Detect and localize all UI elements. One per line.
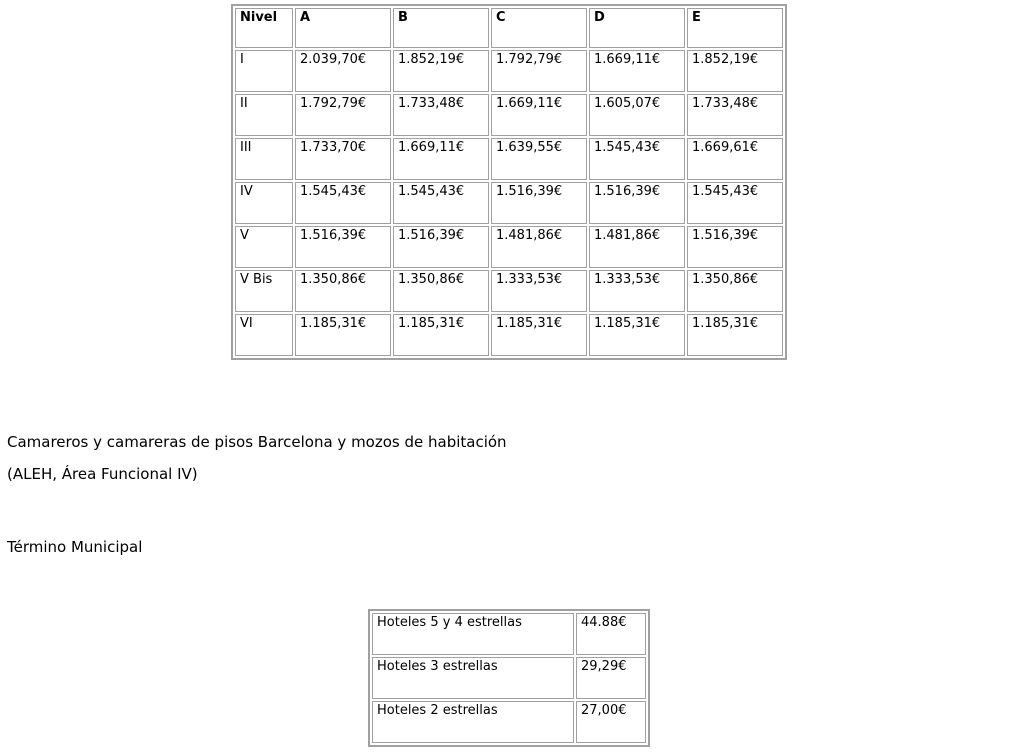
salary-cell: 1.333,53€ <box>491 270 587 312</box>
salary-cell: 1.733,48€ <box>393 94 489 136</box>
section-title <box>7 426 1011 490</box>
salary-cell: 1.545,43€ <box>393 182 489 224</box>
hotel-row-3-stars <box>372 657 646 699</box>
level-cell: V Bis <box>235 270 293 312</box>
salary-cell: 1.185,31€ <box>295 314 391 356</box>
hotel-row-5-4-stars <box>372 613 646 655</box>
salary-cell: 1.852,19€ <box>393 50 489 92</box>
salary-cell: 1.669,11€ <box>589 50 685 92</box>
hotel-rate-cell: 29,29€ <box>576 657 646 699</box>
salary-cell: 1.852,19€ <box>687 50 783 92</box>
header-col-b: B <box>393 8 489 48</box>
header-col-e: E <box>687 8 783 48</box>
header-nivel: Nivel <box>235 8 293 48</box>
salary-cell: 1.333,53€ <box>589 270 685 312</box>
salary-cell: 1.669,11€ <box>393 138 489 180</box>
hotel-rate-cell: 27,00€ <box>576 701 646 743</box>
hotel-category-cell: Hoteles 3 estrellas <box>372 657 574 699</box>
salary-cell: 1.516,39€ <box>393 226 489 268</box>
level-cell: VI <box>235 314 293 356</box>
salary-row-II <box>235 94 783 136</box>
salary-row-VBis <box>235 270 783 312</box>
salary-cell: 1.481,86€ <box>491 226 587 268</box>
header-col-a: A <box>295 8 391 48</box>
section-title-line2: (ALEH, Área Funcional IV) <box>7 465 198 483</box>
hotel-table-wrap <box>7 609 1011 747</box>
salary-cell: 1.669,61€ <box>687 138 783 180</box>
salary-row-IV <box>235 182 783 224</box>
salary-cell: 1.545,43€ <box>295 182 391 224</box>
salary-cell: 1.185,31€ <box>491 314 587 356</box>
salary-cell: 2.039,70€ <box>295 50 391 92</box>
salary-levels-table <box>231 4 787 360</box>
salary-cell: 1.669,11€ <box>491 94 587 136</box>
section-subtitle: Término Municipal <box>7 538 143 556</box>
salary-cell: 1.350,86€ <box>393 270 489 312</box>
hotel-rates-table <box>368 609 650 747</box>
salary-row-I <box>235 50 783 92</box>
salary-cell: 1.516,39€ <box>491 182 587 224</box>
salary-cell: 1.516,39€ <box>589 182 685 224</box>
header-col-c: C <box>491 8 587 48</box>
salary-cell: 1.733,70€ <box>295 138 391 180</box>
salary-cell: 1.185,31€ <box>393 314 489 356</box>
salary-row-V <box>235 226 783 268</box>
level-cell: I <box>235 50 293 92</box>
section-title-line1: Camareros y camareras de pisos Barcelona y mozos de habitación <box>7 433 507 451</box>
salary-cell: 1.792,79€ <box>491 50 587 92</box>
hotel-category-cell: Hoteles 5 y 4 estrellas <box>372 613 574 655</box>
hotel-category-cell: Hoteles 2 estrellas <box>372 701 574 743</box>
salary-cell: 1.350,86€ <box>295 270 391 312</box>
salary-header-row <box>235 8 783 48</box>
salary-cell: 1.481,86€ <box>589 226 685 268</box>
salary-cell: 1.350,86€ <box>687 270 783 312</box>
hotel-rate-cell: 44.88€ <box>576 613 646 655</box>
salary-cell: 1.545,43€ <box>687 182 783 224</box>
salary-cell: 1.516,39€ <box>295 226 391 268</box>
level-cell: V <box>235 226 293 268</box>
level-cell: III <box>235 138 293 180</box>
salary-cell: 1.185,31€ <box>589 314 685 356</box>
salary-cell: 1.639,55€ <box>491 138 587 180</box>
salary-row-VI <box>235 314 783 356</box>
salary-cell: 1.185,31€ <box>687 314 783 356</box>
salary-cell: 1.605,07€ <box>589 94 685 136</box>
salary-cell: 1.516,39€ <box>687 226 783 268</box>
salary-cell: 1.733,48€ <box>687 94 783 136</box>
hotel-row-2-stars <box>372 701 646 743</box>
level-cell: II <box>235 94 293 136</box>
salary-cell: 1.792,79€ <box>295 94 391 136</box>
level-cell: IV <box>235 182 293 224</box>
salary-cell: 1.545,43€ <box>589 138 685 180</box>
header-col-d: D <box>589 8 685 48</box>
salary-row-III <box>235 138 783 180</box>
